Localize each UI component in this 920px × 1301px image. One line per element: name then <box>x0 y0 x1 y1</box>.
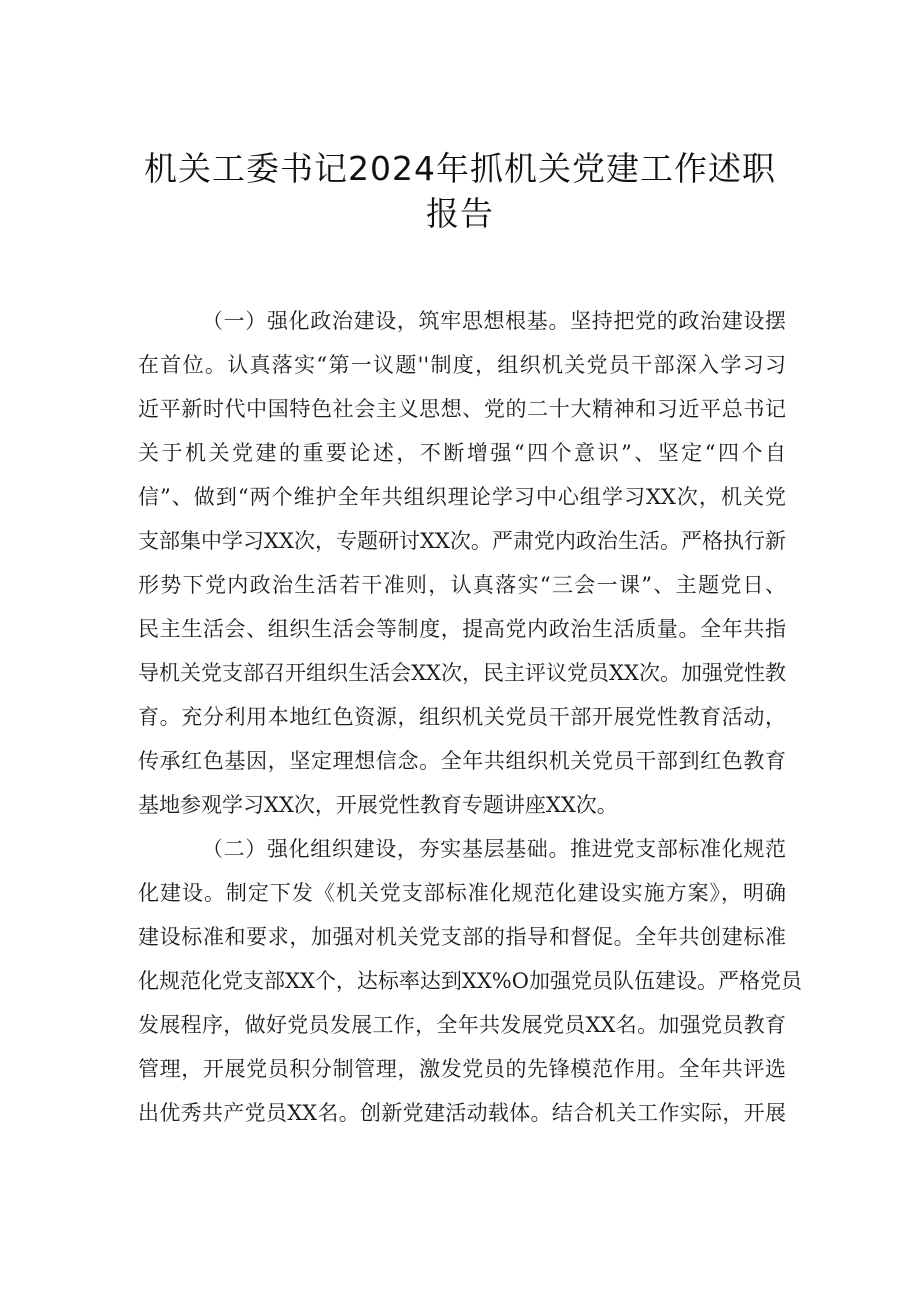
paragraph-1-line: 导机关党支部召开组织生活会XX次，民主评议党员XX次。加强党性教 <box>138 661 786 685</box>
paragraph-1-line: 关于机关党建的重要论述，不断增强“四个意识”、坚定“四个自 <box>138 441 786 465</box>
paragraph-2-line: 管理，开展党员积分制管理，激发党员的先锋模范作用。全年共评选 <box>138 1057 786 1081</box>
document-title-line-1: 机关工委书记2024年抓机关党建工作述职 <box>144 149 776 188</box>
paragraph-2-line: 建设标准和要求，加强对机关党支部的指导和督促。全年共创建标准 <box>138 925 786 949</box>
paragraph-2-line: 发展程序，做好党员发展工作，全年共发展党员XX名。加强党员教育 <box>138 1013 786 1037</box>
paragraph-1-line: 形势下党内政治生活若干准则，认真落实“三会一课”、主题党日、 <box>138 573 786 597</box>
paragraph-1-line: 民主生活会、组织生活会等制度，提高党内政治生活质量。全年共指 <box>138 617 786 641</box>
paragraph-2-line: 出优秀共产党员XX名。创新党建活动载体。结合机关工作实际，开展 <box>138 1101 786 1125</box>
paragraph-1-line: 在首位。认真落实“第一议题''制度，组织机关党员干部深入学习习 <box>138 353 786 377</box>
paragraph-1-line: （一）强化政治建设，筑牢思想根基。坚持把党的政治建设摆 <box>202 309 786 333</box>
paragraph-2-line: （二）强化组织建设，夯实基层基础。推进党支部标准化规范 <box>202 837 786 861</box>
paragraph-1-line: 信”、做到“两个维护全年共组织理论学习中心组学习XX次，机关党 <box>138 485 786 509</box>
paragraph-1-line: 育。充分利用本地红色资源，组织机关党员干部开展党性教育活动， <box>138 705 786 729</box>
document-title-line-2: 报告 <box>426 194 494 233</box>
paragraph-2-line: 化建设。制定下发《机关党支部标准化规范化建设实施方案》，明确 <box>138 881 786 905</box>
paragraph-1-line: 支部集中学习XX次，专题研讨XX次。严肃党内政治生活。严格执行新 <box>138 529 786 553</box>
paragraph-1-line: 传承红色基因，坚定理想信念。全年共组织机关党员干部到红色教育 <box>138 749 786 773</box>
paragraph-1-last-line: 基地参观学习XX次，开展党性教育专题讲座XX次。 <box>138 793 618 817</box>
paragraph-1-line: 近平新时代中国特色社会主义思想、党的二十大精神和习近平总书记 <box>138 397 786 421</box>
paragraph-2-line: 化规范化党支部XX个，达标率达到XX%O加强党员队伍建设。严格党员 <box>138 969 802 993</box>
